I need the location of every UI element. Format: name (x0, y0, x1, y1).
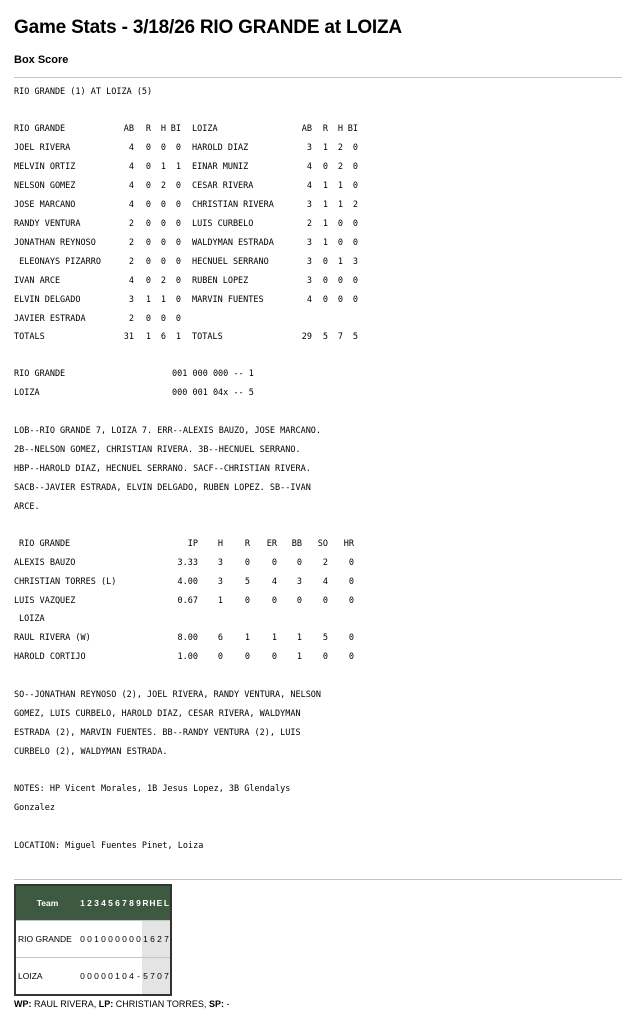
away-batter-bi: 0 (175, 181, 181, 191)
batting-col-header: H (337, 124, 343, 134)
pitching-col-header: H (217, 539, 223, 549)
away-batter-h: 0 (160, 257, 166, 267)
home-batter-name: HECNUEL SERRANO (192, 257, 269, 267)
away-pitcher-ip: 3.33 (177, 558, 198, 568)
strikeouts-walks-line: CURBELO (2), WALDYMAN ESTRADA. (14, 747, 168, 757)
away-totals-label: TOTALS (14, 332, 45, 342)
linescore-text-innings: 001 000 000 -- 1 (172, 369, 254, 379)
away-totals-h: 6 (160, 332, 166, 342)
home-batter-h: 2 (337, 162, 343, 172)
inning-score: 0 (100, 921, 107, 958)
home-batter-r: 0 (322, 257, 328, 267)
away-pitcher-name: LUIS VAZQUEZ (14, 596, 76, 606)
home-batter-r: 1 (322, 143, 328, 153)
linescore-text-team: RIO GRANDE (14, 369, 66, 379)
away-pitcher-er: 0 (271, 558, 277, 568)
line-score-team-name: LOIZA (15, 958, 79, 996)
away-pitcher-er: 4 (271, 577, 277, 587)
away-batter-r: 0 (145, 314, 151, 324)
home-pitcher-ip: 1.00 (177, 652, 198, 662)
away-totals-ab: 31 (123, 332, 134, 342)
home-pitcher-h: 6 (217, 633, 223, 643)
home-pitcher-bb: 1 (296, 633, 302, 643)
home-totals-h: 7 (337, 332, 343, 342)
away-pitcher-hr: 0 (348, 596, 354, 606)
home-batter-bi: 0 (352, 238, 358, 248)
inning-score: 0 (135, 921, 142, 958)
home-batter-name: WALDYMAN ESTRADA (192, 238, 274, 248)
total-value: 1 (142, 921, 149, 958)
game-notes-line: SACB--JAVIER ESTRADA, ELVIN DELGADO, RUBEN LOPEZ. SB--IVAN (14, 483, 311, 493)
home-batter-h: 2 (337, 143, 343, 153)
inning-score: 0 (93, 958, 100, 996)
away-batter-ab: 4 (128, 276, 134, 286)
home-batter-r: 1 (322, 200, 328, 210)
away-batter-ab: 2 (128, 219, 134, 229)
inning-header: 8 (128, 885, 135, 921)
batting-col-header: BI (347, 124, 358, 134)
away-batter-h: 0 (160, 200, 166, 210)
inning-score: 0 (79, 921, 86, 958)
away-batter-bi: 1 (175, 162, 181, 172)
home-batter-bi: 2 (352, 200, 358, 210)
location-line: LOCATION: Miguel Fuentes Pinet, Loiza (14, 841, 204, 851)
home-pitcher-hr: 0 (348, 633, 354, 643)
home-batter-ab: 3 (306, 143, 312, 153)
home-batter-bi: 0 (352, 219, 358, 229)
away-batter-ab: 4 (128, 181, 134, 191)
home-batter-r: 1 (322, 181, 328, 191)
pitching-col-header: BB (291, 539, 302, 549)
away-batter-r: 0 (145, 219, 151, 229)
home-batter-h: 1 (337, 200, 343, 210)
home-batter-ab: 3 (306, 276, 312, 286)
away-batter-name: ELEONAYS PIZARRO (14, 257, 101, 267)
sp-label: SP: (208, 999, 224, 1009)
total-value: 6 (149, 921, 156, 958)
total-value: 2 (156, 921, 163, 958)
pitching-col-header: IP (187, 539, 198, 549)
batting-col-header: AB (301, 124, 312, 134)
inning-header: 3 (93, 885, 100, 921)
home-batter-bi: 0 (352, 295, 358, 305)
away-batter-h: 1 (160, 162, 166, 172)
inning-header: 1 (79, 885, 86, 921)
away-batter-ab: 2 (128, 314, 134, 324)
home-batter-ab: 4 (306, 295, 312, 305)
home-pitcher-bb: 1 (296, 652, 302, 662)
away-batter-name: JAVIER ESTRADA (14, 314, 86, 324)
divider (14, 879, 622, 880)
inning-header: 2 (86, 885, 93, 921)
away-batter-name: IVAN ARCE (14, 276, 61, 286)
line-score-row (15, 958, 171, 996)
pitching-col-header: SO (317, 539, 328, 549)
home-batter-h: 1 (337, 257, 343, 267)
home-batter-name: HAROLD DIAZ (192, 143, 249, 153)
inning-score: 0 (86, 921, 93, 958)
line-score-team-name: RIO GRANDE (15, 921, 79, 958)
away-batter-bi: 0 (175, 276, 181, 286)
away-pitcher-r: 5 (244, 577, 250, 587)
home-batter-h: 0 (337, 219, 343, 229)
home-pitcher-so: 0 (322, 652, 328, 662)
section-title: Box Score (14, 54, 69, 66)
inning-score: 0 (128, 921, 135, 958)
away-batter-r: 0 (145, 162, 151, 172)
batting-col-header: AB (123, 124, 134, 134)
home-pitcher-hr: 0 (348, 652, 354, 662)
away-pitcher-r: 0 (244, 558, 250, 568)
away-batter-bi: 0 (175, 143, 181, 153)
total-value: 0 (156, 958, 163, 996)
matchup-line: RIO GRANDE (1) AT LOIZA (5) (14, 87, 153, 97)
batting-col-header: BI (170, 124, 181, 134)
away-batter-h: 2 (160, 276, 166, 286)
pitching-col-header: ER (266, 539, 277, 549)
home-totals-ab: 29 (301, 332, 312, 342)
away-pitcher-er: 0 (271, 596, 277, 606)
strikeouts-walks-line: ESTRADA (2), MARVIN FUENTES. BB--RANDY VENTURA (2), LUIS (14, 728, 301, 738)
strikeouts-walks-line: SO--JONATHAN REYNOSO (2), JOEL RIVERA, RANDY VENTURA, NELSON (14, 690, 322, 700)
home-batter-h: 0 (337, 295, 343, 305)
away-batter-h: 2 (160, 181, 166, 191)
home-batter-ab: 3 (306, 257, 312, 267)
line-score-row (15, 921, 171, 958)
total-value: 7 (149, 958, 156, 996)
away-pitcher-bb: 0 (296, 596, 302, 606)
line-score-header-row (15, 885, 171, 921)
away-batter-name: NELSON GOMEZ (14, 181, 76, 191)
inning-score: 0 (100, 958, 107, 996)
decisions-line (14, 999, 229, 1009)
linescore-text-innings: 000 001 04x -- 5 (172, 388, 254, 398)
away-pitcher-name: ALEXIS BAUZO (14, 558, 76, 568)
strikeouts-walks-line: GOMEZ, LUIS CURBELO, HAROLD DIAZ, CESAR RIVERA, WALDYMAN (14, 709, 301, 719)
home-batter-name: MARVIN FUENTES (192, 295, 264, 305)
home-batter-bi: 0 (352, 181, 358, 191)
game-notes-line: 2B--NELSON GOMEZ, CHRISTIAN RIVERA. 3B--HECNUEL SERRANO. (14, 445, 301, 455)
lp-label: LP: (98, 999, 114, 1009)
home-batter-r: 1 (322, 219, 328, 229)
away-batter-bi: 0 (175, 238, 181, 248)
away-batter-r: 0 (145, 276, 151, 286)
home-batter-ab: 3 (306, 200, 312, 210)
wp-label: WP: (14, 999, 32, 1009)
home-pitcher-h: 0 (217, 652, 223, 662)
game-notes-line: ARCE. (14, 502, 40, 512)
save-pitcher: - (226, 999, 230, 1009)
linescore-text-team: LOIZA (14, 388, 40, 398)
away-batter-r: 0 (145, 257, 151, 267)
away-batter-h: 0 (160, 143, 166, 153)
home-totals-r: 5 (322, 332, 328, 342)
away-batter-ab: 4 (128, 143, 134, 153)
inning-header: 7 (121, 885, 128, 921)
away-totals-bi: 1 (175, 332, 181, 342)
inning-score: 0 (121, 921, 128, 958)
pitching-away-team: RIO GRANDE (19, 539, 71, 549)
home-batter-name: CHRISTIAN RIVERA (192, 200, 274, 210)
home-batter-r: 1 (322, 238, 328, 248)
home-pitcher-er: 0 (271, 652, 277, 662)
away-batter-h: 0 (160, 314, 166, 324)
home-totals-bi: 5 (352, 332, 358, 342)
home-batter-h: 1 (337, 181, 343, 191)
away-batter-r: 0 (145, 181, 151, 191)
home-pitcher-ip: 8.00 (177, 633, 198, 643)
away-pitcher-so: 2 (322, 558, 328, 568)
away-batter-h: 0 (160, 219, 166, 229)
umpires-line: NOTES: HP Vicent Morales, 1B Jesus Lopez, 3B Glendalys (14, 784, 291, 794)
batting-col-header: R (145, 124, 151, 134)
away-pitcher-bb: 0 (296, 558, 302, 568)
away-pitcher-ip: 0.67 (177, 596, 198, 606)
home-team-header: LOIZA (192, 124, 218, 134)
page-title: Game Stats - 3/18/26 RIO GRANDE at LOIZA (14, 17, 402, 38)
batting-col-header: H (160, 124, 166, 134)
game-notes-line: LOB--RIO GRANDE 7, LOIZA 7. ERR--ALEXIS BAUZO, JOSE MARCANO. (14, 426, 322, 436)
game-notes-line: HBP--HAROLD DIAZ, HECNUEL SERRANO. SACF--CHRISTIAN RIVERA. (14, 464, 311, 474)
away-pitcher-ip: 4.00 (177, 577, 198, 587)
inning-score: 0 (79, 958, 86, 996)
home-batter-bi: 0 (352, 276, 358, 286)
home-batter-ab: 2 (306, 219, 312, 229)
home-batter-bi: 0 (352, 143, 358, 153)
away-batter-name: JONATHAN REYNOSO (14, 238, 96, 248)
home-pitcher-name: RAUL RIVERA (W) (14, 633, 91, 643)
away-batter-r: 0 (145, 238, 151, 248)
inning-header: 4 (100, 885, 107, 921)
away-pitcher-r: 0 (244, 596, 250, 606)
away-pitcher-h: 3 (217, 558, 223, 568)
home-batter-bi: 0 (352, 162, 358, 172)
inning-score: 0 (121, 958, 128, 996)
away-pitcher-name: CHRISTIAN TORRES (L) (14, 577, 117, 587)
inning-score: 0 (107, 921, 114, 958)
total-header: L (163, 885, 171, 921)
home-pitcher-er: 1 (271, 633, 277, 643)
away-batter-r: 0 (145, 200, 151, 210)
home-pitcher-r: 1 (244, 633, 250, 643)
inning-header: 5 (107, 885, 114, 921)
home-pitcher-so: 5 (322, 633, 328, 643)
home-batter-h: 0 (337, 276, 343, 286)
away-batter-name: JOSE MARCANO (14, 200, 76, 210)
away-batter-bi: 0 (175, 295, 181, 305)
pitching-col-header: R (244, 539, 250, 549)
home-pitcher-name: HAROLD CORTIJO (14, 652, 86, 662)
away-batter-h: 0 (160, 238, 166, 248)
inning-header: 6 (114, 885, 121, 921)
home-batter-r: 0 (322, 295, 328, 305)
losing-pitcher: CHRISTIAN TORRES, (115, 999, 207, 1009)
away-pitcher-bb: 3 (296, 577, 302, 587)
winning-pitcher: RAUL RIVERA, (34, 999, 97, 1009)
away-batter-h: 1 (160, 295, 166, 305)
home-batter-ab: 4 (306, 162, 312, 172)
away-pitcher-hr: 0 (348, 577, 354, 587)
total-value: 7 (163, 958, 171, 996)
away-batter-bi: 0 (175, 257, 181, 267)
away-pitcher-hr: 0 (348, 558, 354, 568)
away-pitcher-so: 4 (322, 577, 328, 587)
away-batter-ab: 2 (128, 238, 134, 248)
pitching-col-header: HR (343, 539, 354, 549)
inning-score: 4 (128, 958, 135, 996)
total-header: R (142, 885, 149, 921)
home-batter-ab: 3 (306, 238, 312, 248)
inning-score: 1 (114, 958, 121, 996)
line-score-team-header: Team (15, 885, 79, 921)
home-batter-bi: 3 (352, 257, 358, 267)
total-value: 5 (142, 958, 149, 996)
away-batter-ab: 2 (128, 257, 134, 267)
away-batter-r: 0 (145, 143, 151, 153)
home-batter-h: 0 (337, 238, 343, 248)
away-totals-r: 1 (145, 332, 151, 342)
total-value: 7 (163, 921, 171, 958)
home-pitcher-r: 0 (244, 652, 250, 662)
away-team-header: RIO GRANDE (14, 124, 66, 134)
total-header: H (149, 885, 156, 921)
home-batter-name: EINAR MUNIZ (192, 162, 249, 172)
away-pitcher-so: 0 (322, 596, 328, 606)
line-score-table (14, 884, 172, 996)
batting-col-header: R (322, 124, 328, 134)
home-batter-r: 0 (322, 162, 328, 172)
home-totals-label: TOTALS (192, 332, 223, 342)
away-pitcher-h: 1 (217, 596, 223, 606)
away-batter-bi: 0 (175, 314, 181, 324)
home-batter-name: LUIS CURBELO (192, 219, 254, 229)
away-batter-bi: 0 (175, 219, 181, 229)
home-batter-name: RUBEN LOPEZ (192, 276, 249, 286)
home-batter-name: CESAR RIVERA (192, 181, 254, 191)
away-batter-ab: 4 (128, 200, 134, 210)
pitching-home-team: LOIZA (19, 614, 45, 624)
away-batter-name: MELVIN ORTIZ (14, 162, 76, 172)
inning-score: 0 (114, 921, 121, 958)
away-batter-ab: 3 (128, 295, 134, 305)
away-batter-name: ELVIN DELGADO (14, 295, 81, 305)
away-batter-r: 1 (145, 295, 151, 305)
away-batter-name: JOEL RIVERA (14, 143, 71, 153)
away-batter-bi: 0 (175, 200, 181, 210)
home-batter-ab: 4 (306, 181, 312, 191)
umpires-line: Gonzalez (14, 803, 55, 813)
away-batter-ab: 4 (128, 162, 134, 172)
away-batter-name: RANDY VENTURA (14, 219, 81, 229)
inning-header: 9 (135, 885, 142, 921)
away-pitcher-h: 3 (217, 577, 223, 587)
inning-score: 1 (93, 921, 100, 958)
home-batter-r: 0 (322, 276, 328, 286)
inning-score: 0 (107, 958, 114, 996)
total-header: E (156, 885, 163, 921)
inning-score: 0 (86, 958, 93, 996)
inning-score: - (135, 958, 142, 996)
